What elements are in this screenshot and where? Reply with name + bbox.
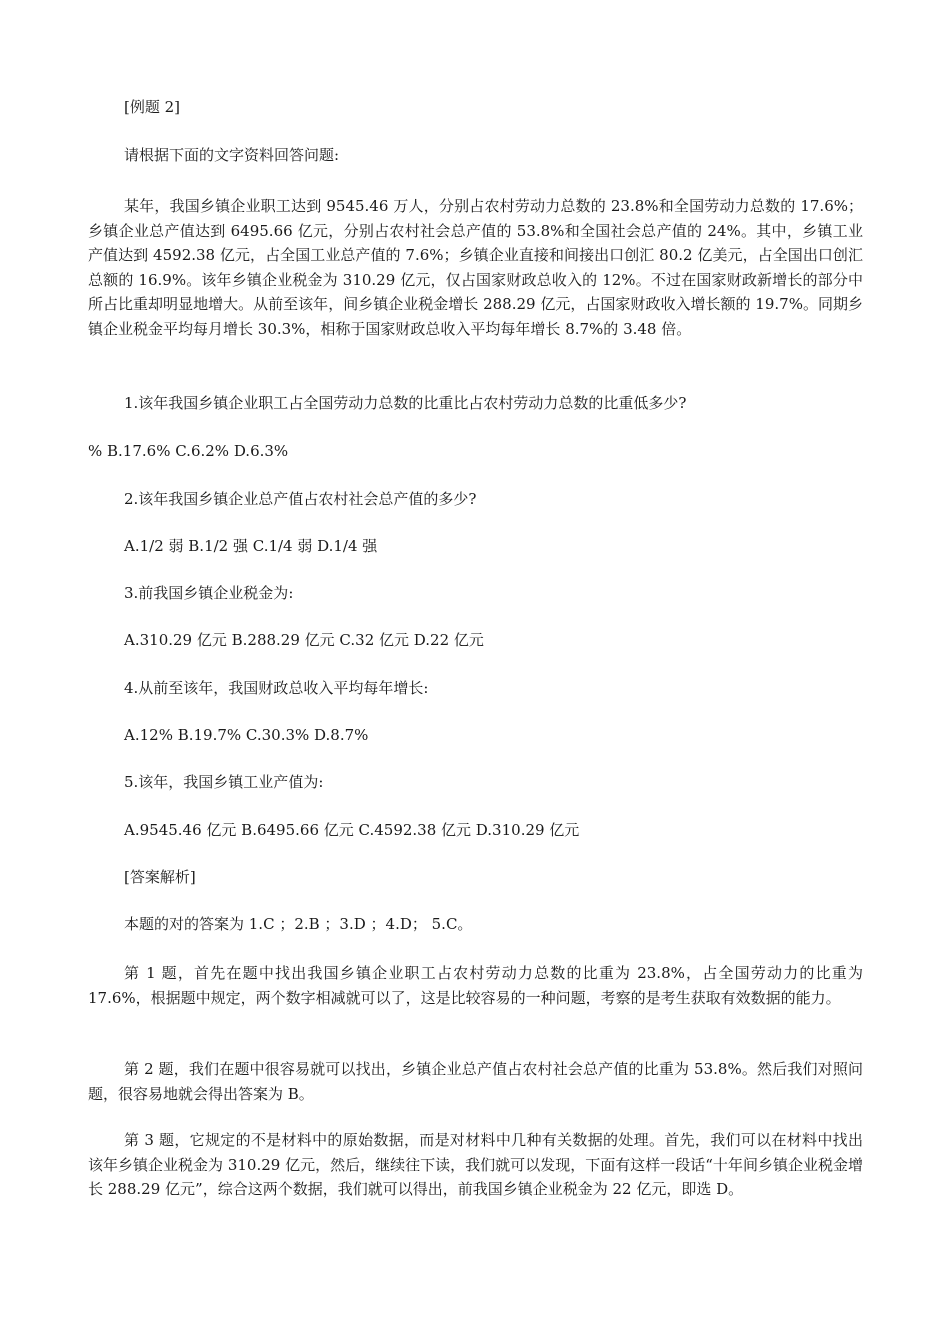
explanation-2: 第 2 题，我们在题中很容易就可以找出，乡镇企业总产值占农村社会总产值的比重为 53.8%。然后我们对照问题，很容易地就会得出答案为 B。 [88,1060,863,1103]
question-2: 2.该年我国乡镇企业总产值占农村社会总产值的多少? [124,490,477,508]
question-3-options: A.310.29 亿元 B.288.29 亿元 C.32 亿元 D.22 亿元 [124,631,484,649]
answer-heading: [答案解析] [124,868,196,886]
question-1: 1.该年我国乡镇企业职工占全国劳动力总数的比重比占农村劳动力总数的比重低多少? [124,394,687,412]
question-4-options: A.12% B.19.7% C.30.3% D.8.7% [124,726,369,744]
example-heading: [例题 2] [124,98,181,116]
passage-paragraph: 某年，我国乡镇企业职工达到 9545.46 万人，分别占农村劳动力总数的 23.8%和全国劳动力总数的 17.6%；乡镇企业总产值达到 6495.66 亿元，分别占农村社会总产值的 53.8%和全国社会总产值的 24%。其中，乡镇工业产值达到 4592.38 亿元，占全国工业总产值的 7.6%；乡镇企业直接和间接出口创汇 80.2 亿美元，占全国出口创汇总额的 16.9%。该年乡镇企业税金为 310.29 亿元，仅占国家财政总收入的 12%。不过在国家财政新增长的部分中所占比重却明显地增大。从前至该年，间乡镇企业税金增长 288.29 亿元，占国家财政收入增长额的 19.7%。同期乡镇企业税金平均每月增长 30.3%，相称于国家财政总收入平均每年增长 8.7%的 3.48 倍。 [88,197,863,338]
question-5-options: A.9545.46 亿元 B.6495.66 亿元 C.4592.38 亿元 D.310.29 亿元 [124,821,580,839]
question-2-options: A.1/2 弱 B.1/2 强 C.1/4 弱 D.1/4 强 [124,537,378,555]
answer-summary: 本题的对的答案为 1.C ；2.B ；3.D ；4.D； 5.C。 [124,915,473,933]
question-4: 4.从前至该年，我国财政总收入平均每年增长: [124,679,429,697]
question-3: 3.前我国乡镇企业税金为: [124,584,294,602]
explanation-3: 第 3 题，它规定的不是材料中的原始数据，而是对材料中几种有关数据的处理。首先，我们可以在材料中找出该年乡镇企业税金为 310.29 亿元，然后，继续往下读，我们就可以发现，下面有这样一段话“十年间乡镇企业税金增长 288.29 亿元”，综合这两个数据，我们就可以得出，前我国乡镇企业税金为 22 亿元，即选 D。 [88,1131,863,1198]
question-1-options: % B.17.6% C.6.2% D.6.3% [88,442,289,460]
question-5: 5.该年，我国乡镇工业产值为: [124,773,324,791]
instruction-text: 请根据下面的文字资料回答问题: [124,146,340,164]
explanation-1: 第 1 题，首先在题中找出我国乡镇企业职工占农村劳动力总数的比重为 23.8%，占全国劳动力的比重为 17.6%，根据题中规定，两个数字相减就可以了，这是比较容易的一种问题，考察的是考生获取有效数据的能力。 [88,964,863,1007]
